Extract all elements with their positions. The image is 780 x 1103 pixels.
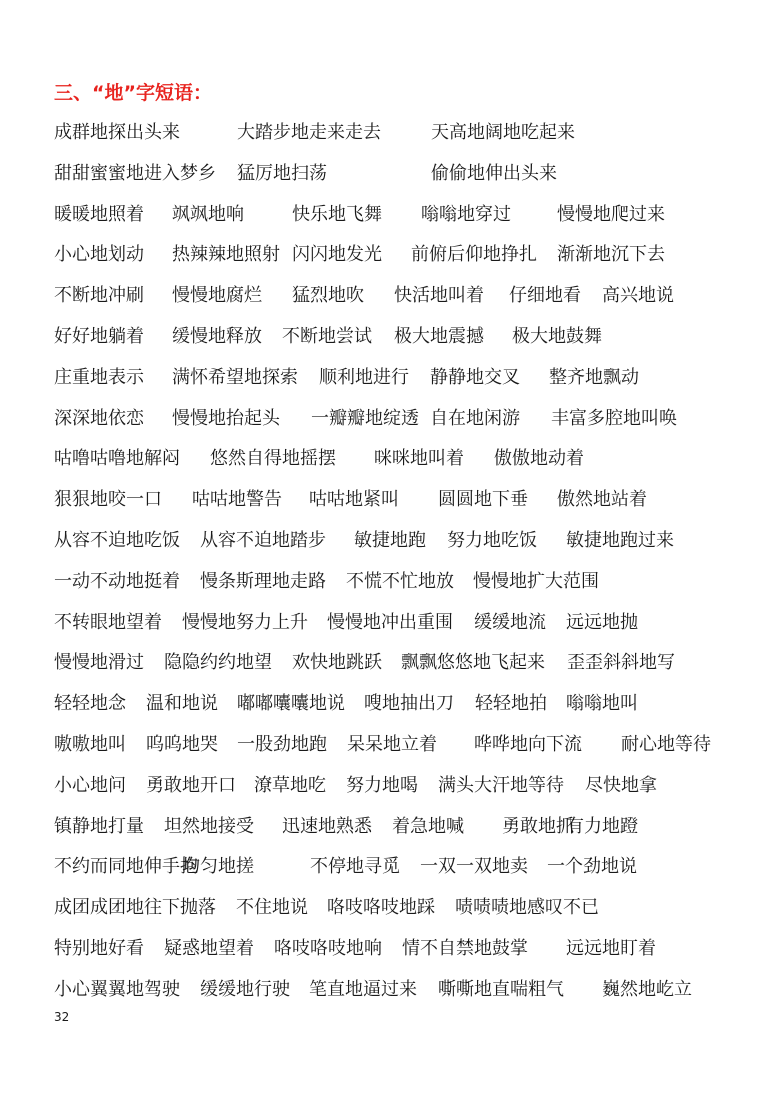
phrase: 啧啧啧地感叹不已 <box>455 897 599 919</box>
phrase: 仔细地看 <box>509 285 581 307</box>
phrase: 傲然地站着 <box>557 489 647 511</box>
phrase: 笔直地逼过来 <box>309 978 417 1000</box>
phrase: 满怀希望地探索 <box>172 366 298 388</box>
phrase: 远远地盯着 <box>566 937 656 959</box>
phrase: 呜呜地哭 <box>146 733 218 755</box>
phrase-line <box>54 159 754 200</box>
phrase: 小心地问 <box>54 774 126 796</box>
phrase: 偷偷地伸出头来 <box>431 162 557 184</box>
phrase: 嗖地抽出刀 <box>364 693 454 715</box>
phrase: 甜甜蜜蜜地进入梦乡 <box>54 162 216 184</box>
phrase: 暖暖地照着 <box>54 203 144 225</box>
phrase: 快活地叫着 <box>394 285 484 307</box>
phrase-line <box>54 852 754 893</box>
phrase: 咕噜咕噜地解闷 <box>54 448 180 470</box>
phrase-line <box>54 730 754 771</box>
phrase: 小心地划动 <box>54 244 144 266</box>
phrase-line <box>54 485 754 526</box>
phrase: 温和地说 <box>146 693 218 715</box>
phrase: 隐隐约约地望 <box>164 652 272 674</box>
phrase: 一股劲地跑 <box>237 733 327 755</box>
phrase: 不断地尝试 <box>282 325 372 347</box>
phrase: 缓缓地行驶 <box>200 978 290 1000</box>
phrase-line <box>54 812 754 853</box>
phrase: 傲傲地动着 <box>494 448 584 470</box>
phrase-line <box>54 608 754 649</box>
phrase: 满头大汗地等待 <box>438 774 564 796</box>
phrase: 哗哗地向下流 <box>474 733 582 755</box>
phrase: 咪咪地叫着 <box>374 448 464 470</box>
phrase: 从容不迫地踏步 <box>200 529 326 551</box>
phrase: 不住地说 <box>236 897 308 919</box>
phrase: 努力地吃饭 <box>447 529 537 551</box>
phrase: 热辣辣地照射 <box>172 244 280 266</box>
phrase: 丰富多腔地叫唤 <box>551 407 677 429</box>
phrase: 坦然地接受 <box>164 815 254 837</box>
phrase: 慢慢地冲出重围 <box>327 611 453 633</box>
phrase: 极大地震撼 <box>394 325 484 347</box>
phrase: 尽快地拿 <box>585 774 657 796</box>
phrase: 自在地闲游 <box>430 407 520 429</box>
phrase: 闪闪地发光 <box>292 244 382 266</box>
phrase: 迅速地熟悉 <box>282 815 372 837</box>
phrase-line <box>54 363 754 404</box>
phrase: 不转眼地望着 <box>54 611 162 633</box>
phrase-line <box>54 118 754 159</box>
phrase: 咕咕地警告 <box>192 489 282 511</box>
phrase: 耐心地等待 <box>621 733 711 755</box>
phrase: 深深地依恋 <box>54 407 144 429</box>
phrase: 前俯后仰地挣扎 <box>411 244 537 266</box>
phrase: 一动不动地挺着 <box>54 570 180 592</box>
phrase: 勇敢地抓 <box>502 815 574 837</box>
phrase-line <box>54 404 754 445</box>
phrase: 情不自禁地鼓掌 <box>402 937 528 959</box>
phrase: 渐渐地沉下去 <box>557 244 665 266</box>
phrase: 成团成团地往下抛落 <box>54 897 216 919</box>
phrase: 大踏步地走来走去 <box>237 122 381 143</box>
phrase: 慢慢地腐烂 <box>172 285 262 307</box>
phrase: 慢慢地扩大范围 <box>473 570 599 592</box>
phrase: 嗷嗷地叫 <box>54 733 126 755</box>
phrase: 敏捷地跑 <box>354 529 426 551</box>
phrase: 不停地寻觅 <box>310 856 400 878</box>
phrase: 镇静地打量 <box>54 815 144 837</box>
phrase: 猛烈地吹 <box>292 285 364 307</box>
phrase: 慢慢地抬起头 <box>172 407 280 429</box>
phrase: 歪歪斜斜地写 <box>567 652 675 674</box>
phrase-line <box>54 771 754 812</box>
phrase: 一个劲地说 <box>547 856 637 878</box>
phrase-line <box>54 648 754 689</box>
phrase-line <box>54 934 754 975</box>
phrase: 咕咕地紧叫 <box>309 489 399 511</box>
phrase: 慢慢地滑过 <box>54 652 144 674</box>
phrase: 疑惑地望着 <box>164 937 254 959</box>
phrase: 嗡嗡地穿过 <box>421 203 511 225</box>
phrase: 敏捷地跑过来 <box>566 529 674 551</box>
phrase-line <box>54 567 754 608</box>
phrase: 呆呆地立着 <box>347 733 437 755</box>
phrase: 不约而同地伸手抱 <box>54 856 198 878</box>
phrase: 嘶嘶地直喘粗气 <box>438 978 564 1000</box>
phrase-line <box>54 322 754 363</box>
phrase: 狠狠地咬一口 <box>54 489 162 511</box>
phrase: 不慌不忙地放 <box>346 570 454 592</box>
phrase: 一双一双地卖 <box>420 856 528 878</box>
phrase-list <box>54 118 754 1016</box>
phrase: 快乐地飞舞 <box>292 203 382 225</box>
phrase: 有力地蹬 <box>566 815 638 837</box>
phrase: 欢快地跳跃 <box>292 652 382 674</box>
phrase: 轻轻地拍 <box>475 693 547 715</box>
phrase: 一瓣瓣地绽透 <box>311 407 419 429</box>
phrase: 不断地冲刷 <box>54 285 144 307</box>
phrase: 慢慢地爬过来 <box>557 203 665 225</box>
phrase: 庄重地表示 <box>54 366 144 388</box>
phrase: 轻轻地念 <box>54 693 126 715</box>
phrase: 慢条斯理地走路 <box>200 570 326 592</box>
phrase: 远远地抛 <box>566 611 638 633</box>
phrase: 嘟嘟囔囔地说 <box>237 693 345 715</box>
phrase: 勇敢地开口 <box>146 774 236 796</box>
phrase: 均匀地搓 <box>182 856 254 878</box>
page-number: 32 <box>54 1010 70 1024</box>
section-heading: 三、“地”字短语： <box>54 82 212 104</box>
phrase: 着急地喊 <box>392 815 464 837</box>
phrase-line <box>54 893 754 934</box>
phrase: 缓缓地流 <box>474 611 546 633</box>
phrase: 圆圆地下垂 <box>438 489 528 511</box>
phrase: 飘飘悠悠地飞起来 <box>401 652 545 674</box>
phrase: 静静地交叉 <box>430 366 520 388</box>
phrase-line <box>54 444 754 485</box>
phrase-line <box>54 281 754 322</box>
phrase: 整齐地飘动 <box>549 366 639 388</box>
phrase: 猛厉地扫荡 <box>237 162 327 184</box>
phrase-line <box>54 689 754 730</box>
phrase: 天高地阔地吃起来 <box>431 122 575 143</box>
phrase: 顺利地进行 <box>319 366 409 388</box>
phrase: 努力地喝 <box>346 774 418 796</box>
phrase: 好好地躺着 <box>54 325 144 347</box>
phrase: 缓慢地释放 <box>172 325 262 347</box>
phrase: 咯吱咯吱地踩 <box>327 897 435 919</box>
phrase: 潦草地吃 <box>254 774 326 796</box>
phrase-line <box>54 200 754 241</box>
phrase-line <box>54 240 754 281</box>
phrase: 高兴地说 <box>602 285 674 307</box>
phrase: 慢慢地努力上升 <box>182 611 308 633</box>
phrase: 小心翼翼地驾驶 <box>54 978 180 1000</box>
phrase-line <box>54 975 754 1016</box>
phrase: 咯吱咯吱地响 <box>274 937 382 959</box>
phrase: 悠然自得地摇摆 <box>210 448 336 470</box>
phrase: 嗡嗡地叫 <box>566 693 638 715</box>
phrase: 巍然地屹立 <box>602 978 692 1000</box>
phrase: 从容不迫地吃饭 <box>54 529 180 551</box>
phrase: 特别地好看 <box>54 937 144 959</box>
phrase-line <box>54 526 754 567</box>
phrase: 极大地鼓舞 <box>512 325 602 347</box>
phrase: 飒飒地响 <box>172 203 244 225</box>
phrase: 成群地探出头来 <box>54 122 180 143</box>
